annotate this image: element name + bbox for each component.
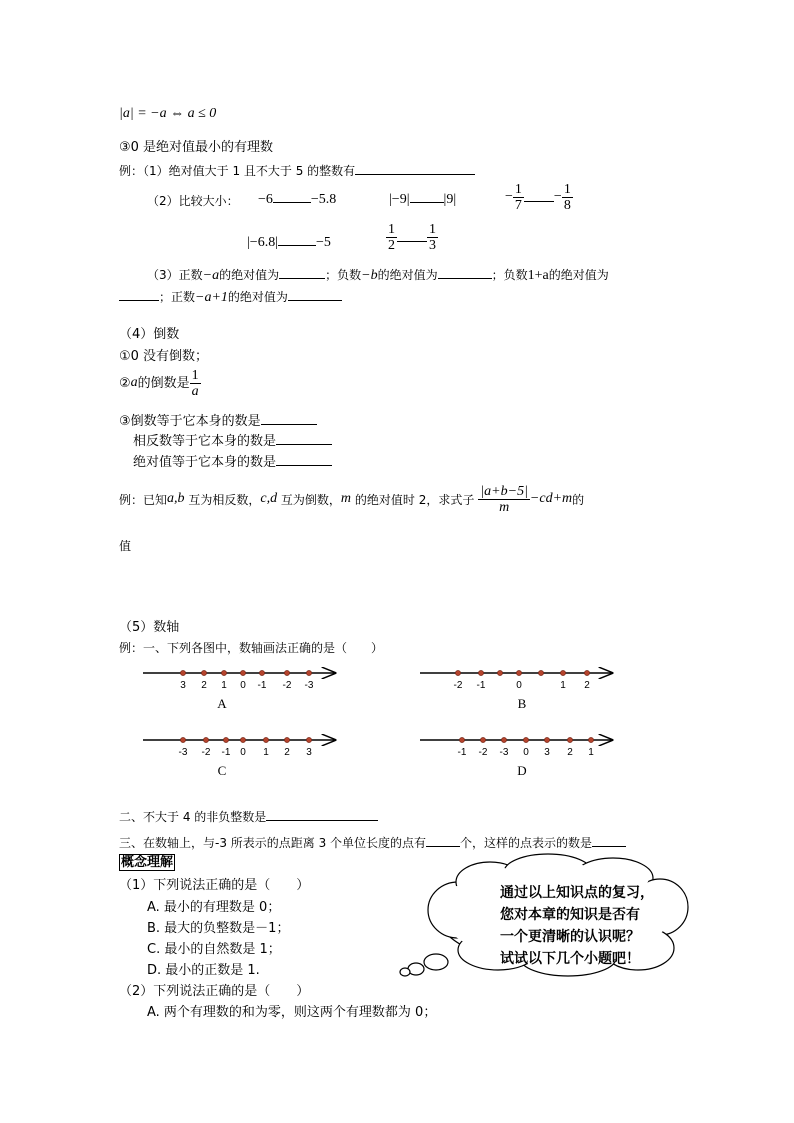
ex1-q1: 例：（1）绝对值大于 1 且不大于 5 的整数有	[119, 162, 475, 178]
axis-point	[201, 670, 206, 675]
axis-point	[523, 737, 528, 742]
axis-point	[306, 670, 311, 675]
answer-blank[interactable]	[276, 432, 332, 445]
tick-label: 3	[306, 747, 312, 758]
option-a: A. 最小的有理数是 0；	[147, 900, 281, 915]
tick-label: -1	[476, 680, 486, 691]
answer-blank[interactable]	[397, 233, 427, 242]
tick-label: -2	[453, 680, 463, 691]
tick-label: 0	[240, 747, 246, 758]
tick-label: -2	[201, 747, 211, 758]
abs-formula: |a| = −a ⇔ a ≤ 0	[119, 106, 217, 121]
axis-point	[497, 670, 502, 675]
ex2-line2: 值	[119, 539, 132, 553]
concept-title: 概念理解	[121, 855, 174, 870]
answer-blank[interactable]	[279, 266, 325, 279]
concept-q2: （2）下列说法正确的是（ ）	[119, 984, 310, 999]
tick-label: -3	[499, 747, 509, 758]
tick-label: -3	[304, 680, 314, 691]
tick-label: 1	[588, 747, 594, 758]
number-line-B	[420, 670, 612, 711]
number-line-A	[143, 670, 335, 711]
option-c: C. 最小的自然数是 1；	[147, 942, 281, 957]
axis-point	[203, 737, 208, 742]
point-3: ③0 是绝对值最小的有理数	[119, 140, 274, 155]
tick-label: 1	[221, 680, 227, 691]
tick-label: 3	[544, 747, 550, 758]
answer-blank[interactable]	[261, 412, 317, 425]
fraction: $\frac{|a+b-5|}{m}$	[480, 484, 528, 516]
concept-q2-a: A. 两个有理数的和为零，则这两个有理数都为 0；	[147, 1005, 437, 1020]
cloud-text: 通过以上知识点的复习， 您对本章的知识是否有 一个更清晰的认识呢？ 试试以下几个小题吧！	[500, 885, 654, 967]
axis-point	[240, 737, 245, 742]
answer-blank[interactable]	[273, 190, 311, 203]
ex1-q3-line1: （3）正数−a的绝对值为 ；负数−b的绝对值为 ；负数1+a的绝对值为	[147, 268, 609, 283]
section5-question: 例：一、下列各图中，数轴画法正确的是（ ）	[119, 641, 384, 655]
axis-point	[501, 737, 506, 742]
answer-blank[interactable]	[524, 193, 554, 202]
axis-point	[584, 670, 589, 675]
axis-point	[180, 670, 185, 675]
axis-point	[221, 670, 226, 675]
fraction: $\frac{1}{3}$	[429, 222, 436, 254]
concept-q1: （1）下列说法正确的是（ ）	[119, 878, 310, 893]
section4-p2: ② a 的倒数是 $\frac{1}{a}$	[119, 368, 199, 400]
option-caption: B	[517, 696, 527, 711]
tick-label: 3	[180, 680, 186, 691]
section5-title: （5）数轴	[119, 620, 180, 635]
tick-label: -1	[257, 680, 267, 691]
axis-point	[544, 737, 549, 742]
ex1-q2-label: （2）比较大小：	[147, 194, 239, 208]
tick-label: -2	[478, 747, 488, 758]
option-caption: D	[517, 763, 527, 778]
axis-point	[240, 670, 245, 675]
fraction: $\frac{1}{2}$	[388, 222, 395, 254]
answer-blank[interactable]	[426, 834, 460, 847]
compare-2: |−9| |9|	[389, 192, 457, 207]
axis-point	[306, 737, 311, 742]
tick-label: 2	[284, 747, 290, 758]
section4-p4: 相反数等于它本身的数是	[133, 432, 332, 450]
answer-blank[interactable]	[119, 288, 159, 301]
option-caption: C	[217, 763, 227, 778]
section4-title: （4）倒数	[119, 327, 180, 342]
axis-point	[567, 737, 572, 742]
ex1-q3-line2: ；正数−a+1的绝对值为	[119, 288, 342, 307]
axis-point	[516, 670, 521, 675]
tick-label: -3	[178, 747, 188, 758]
tick-label: 0	[516, 680, 522, 691]
tick-label: -2	[282, 680, 292, 691]
compare-4: |−6.8| −5	[247, 235, 331, 250]
compare-5	[386, 222, 438, 254]
axis-point	[180, 737, 185, 742]
axis-point	[538, 670, 543, 675]
axis-point	[284, 670, 289, 675]
axis-point	[263, 737, 268, 742]
tick-label: 1	[560, 680, 566, 691]
number-line-D	[420, 737, 612, 778]
fraction: $\frac{1}{8}$	[563, 182, 571, 214]
option-caption: A	[217, 696, 227, 711]
axis-point	[223, 737, 228, 742]
fraction: $\frac{1}{a}$	[191, 368, 199, 400]
fraction: $\frac{1}{7}$	[514, 182, 522, 214]
tick-label: 0	[240, 680, 246, 691]
axis-point	[588, 737, 593, 742]
option-d: D. 最小的正数是 1.	[147, 963, 260, 978]
section4-p3: ③倒数等于它本身的数是	[119, 412, 317, 430]
tick-label: -1	[221, 747, 231, 758]
compare-1: −6 −5.8	[258, 192, 337, 207]
axis-point	[259, 670, 264, 675]
answer-blank[interactable]	[410, 190, 444, 203]
q-two: 二、不大于 4 的非负整数是	[119, 808, 378, 824]
answer-blank[interactable]	[288, 288, 342, 301]
answer-blank[interactable]	[278, 233, 316, 246]
compare-3: − $\frac{1}{7}$ − $\frac{1}{8}$	[505, 182, 571, 214]
answer-blank[interactable]	[276, 453, 332, 466]
answer-blank[interactable]	[266, 808, 378, 821]
tick-label: 0	[523, 747, 529, 758]
tick-label: 2	[201, 680, 207, 691]
axis-point	[459, 737, 464, 742]
tick-label: 2	[584, 680, 590, 691]
tick-label: 1	[263, 747, 269, 758]
q-three: 三、在数轴上，与-3 所表示的点距离 3 个单位长度的点有 个，这样的点表示的数是	[119, 834, 626, 850]
axis-point	[455, 670, 460, 675]
axis-point	[478, 670, 483, 675]
option-b: B. 最大的负整数是－1；	[147, 921, 290, 936]
tick-label: 2	[567, 747, 573, 758]
number-lines-figure	[0, 660, 794, 785]
answer-blank[interactable]	[438, 266, 492, 279]
ex2-line1: 例：已知 a,b 互为相反数， c,d 互为倒数， m 的绝对值时 2，求式子 $\frac{|a+b-5|}{m}$ −cd+m 的	[119, 484, 585, 516]
axis-point	[480, 737, 485, 742]
tick-label: -1	[457, 747, 467, 758]
axis-point	[284, 737, 289, 742]
axis-point	[560, 670, 565, 675]
answer-blank[interactable]	[355, 162, 475, 175]
number-line-C	[143, 737, 335, 778]
section4-p5: 绝对值等于它本身的数是	[133, 453, 332, 471]
section4-p1: ①0 没有倒数；	[119, 349, 209, 364]
answer-blank[interactable]	[592, 834, 626, 847]
